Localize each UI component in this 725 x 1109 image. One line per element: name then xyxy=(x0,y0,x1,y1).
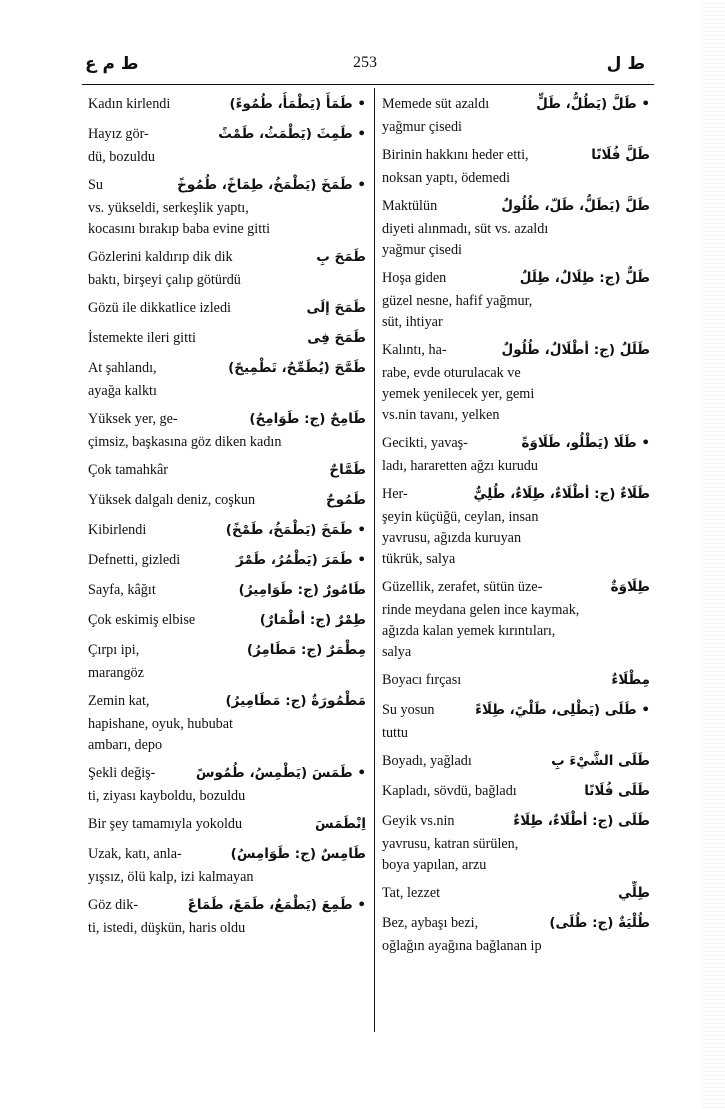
entry-headline xyxy=(88,689,366,714)
dictionary-entry xyxy=(88,296,366,326)
continuation-text: yışsız, ölü kalp, izi kalmayan xyxy=(88,869,254,885)
continuation-text: marangöz xyxy=(88,665,144,681)
header-root-right: ط ل xyxy=(606,54,645,74)
translation-text: Uzak, katı, anla- xyxy=(88,846,182,862)
translation-text: Güzellik, zerafet, sütün üze- xyxy=(382,579,543,595)
arabic-headword: طَمَحَ فِى xyxy=(307,330,366,346)
continuation-text: güzel nesne, hafif yağmur, xyxy=(382,293,533,309)
entry-headline xyxy=(88,893,366,918)
continuation-text: şeyin küçüğü, ceylan, insan xyxy=(382,509,539,525)
entry-headline xyxy=(88,812,366,837)
column-divider xyxy=(374,88,375,1032)
translation-text: Kadın kirlendi xyxy=(88,96,171,112)
dictionary-entry xyxy=(382,698,650,749)
page-header xyxy=(0,54,725,86)
entry-headline xyxy=(88,518,366,543)
entry-headline xyxy=(382,779,650,804)
entry-headline xyxy=(88,608,366,633)
arabic-headword: طَمَّاحٌ xyxy=(329,462,366,478)
dictionary-entry xyxy=(88,458,366,488)
dictionary-entry xyxy=(88,761,366,812)
dictionary-entry xyxy=(88,608,366,638)
dictionary-entry xyxy=(88,638,366,689)
entry-headline xyxy=(88,458,366,483)
arabic-headword: طَلَّ (يَطَلُّ، طَلّ، طُلُولٌ xyxy=(501,198,650,214)
continuation-text: dü, bozuldu xyxy=(88,149,155,165)
right-column xyxy=(382,92,650,1037)
translation-text: Memede süt azaldı xyxy=(382,96,490,112)
continuation-text: çimsiz, başkasına göz diken kadın xyxy=(88,434,282,450)
continuation-text: ladı, hararetten ağzı kurudu xyxy=(382,458,538,474)
entry-headline xyxy=(382,881,650,906)
arabic-headword: • طَمَخَ (يَطْمَخُ، طَمْخً) xyxy=(225,522,366,538)
arabic-headword: • طَلَّ (يَطُلُّ، طَلٍّ xyxy=(536,96,650,112)
translation-text: Kalıntı, ha- xyxy=(382,342,447,358)
continuation-text: salya xyxy=(382,644,412,660)
translation-text: Tat, lezzet xyxy=(382,885,441,901)
arabic-headword: • طَمَرَ (يَطْمُرُ، طَمْرً xyxy=(235,552,366,568)
translation-text: Bez, aybaşı bezi, xyxy=(382,915,479,931)
dictionary-entry xyxy=(382,92,650,143)
page-edge-shadow xyxy=(703,0,725,1109)
arabic-headword: طَلَلٌ (ج: أطْلَالٌ، طُلُولٌ xyxy=(501,342,650,358)
entry-headline xyxy=(88,296,366,321)
header-root-left: ط م ع xyxy=(85,54,139,74)
arabic-headword: طَمُوحٌ xyxy=(326,492,366,508)
arabic-headword: طَلٌّ (ج: طِلَالٌ، طِلَلٌ xyxy=(519,270,650,286)
dictionary-entry xyxy=(88,518,366,548)
dictionary-entry xyxy=(88,548,366,578)
translation-text: Yüksek yer, ge- xyxy=(88,411,178,427)
translation-text: Su xyxy=(88,177,103,193)
entry-headline xyxy=(88,842,366,867)
translation-text: Çok eskimiş elbise xyxy=(88,612,196,628)
arabic-headword: • طَمِعَ (يَطْمَعُ، طَمَعً، طَمَاعً xyxy=(187,897,366,913)
continuation-text: ambarı, depo xyxy=(88,737,163,753)
arabic-headword: طُلْيَةٌ (ج: طُلَى) xyxy=(549,915,650,931)
dictionary-entry xyxy=(88,689,366,761)
continuation-text: vs. yükseldi, serkeşlik yaptı, xyxy=(88,200,249,216)
dictionary-entry xyxy=(382,431,650,482)
arabic-headword: طَلَى الشَّيْءَ بِ xyxy=(551,753,650,769)
dictionary-entry xyxy=(88,173,366,245)
continuation-text: tuttu xyxy=(382,725,409,741)
translation-text: Göz dik- xyxy=(88,897,139,913)
dictionary-entry xyxy=(382,881,650,911)
translation-text: Maktülün xyxy=(382,198,438,214)
translation-text: Sayfa, kâğıt xyxy=(88,582,156,598)
translation-text: At şahlandı, xyxy=(88,360,157,376)
translation-text: Boyacı fırçası xyxy=(382,672,462,688)
translation-text: Yüksek dalgalı deniz, coşkun xyxy=(88,492,256,508)
continuation-text: hapishane, oyuk, hububat xyxy=(88,716,233,732)
translation-text: Geyik vs.nin xyxy=(382,813,455,829)
entry-headline xyxy=(382,92,650,117)
arabic-headword: طَامِحٌ (ج: طَوَامِحُ) xyxy=(249,411,366,427)
dictionary-entry xyxy=(382,779,650,809)
translation-text: Bir şey tamamıyla yokoldu xyxy=(88,816,243,832)
translation-text: Boyadı, yağladı xyxy=(382,753,472,769)
continuation-text: baktı, birşeyi çalıp götürdü xyxy=(88,272,241,288)
entry-headline xyxy=(88,326,366,351)
dictionary-entry xyxy=(382,911,650,962)
continuation-text: ti, istedi, düşkün, haris oldu xyxy=(88,920,246,936)
arabic-headword: طَمَّحَ (يُطَمِّحُ، تَطْمِيحً) xyxy=(228,360,366,376)
dictionary-entry xyxy=(88,122,366,173)
entry-headline xyxy=(382,668,650,693)
continuation-text: diyeti alınmadı, süt vs. azaldı xyxy=(382,221,549,237)
dictionary-entry xyxy=(382,194,650,266)
dictionary-entry xyxy=(382,575,650,668)
translation-text: Kibirlendi xyxy=(88,522,147,538)
dictionary-entry xyxy=(382,668,650,698)
translation-text: Şekli değiş- xyxy=(88,765,156,781)
translation-text: Çırpı ipi, xyxy=(88,642,140,658)
continuation-text: yavrusu, katran sürülen, xyxy=(382,836,519,852)
entry-headline xyxy=(382,698,650,723)
dictionary-entry xyxy=(88,578,366,608)
continuation-text: yemek yenilecek yer, gemi xyxy=(382,386,535,402)
arabic-headword: اِنْطَمَسَ xyxy=(315,816,366,832)
entry-headline xyxy=(88,122,366,147)
continuation-text: yavrusu, ağızda kuruyan xyxy=(382,530,522,546)
arabic-headword: • طَمِثَ (يَطْمَثُ، طَمْثً xyxy=(218,126,366,142)
translation-text: İstemekte ileri gitti xyxy=(88,330,196,346)
page-number: 253 xyxy=(353,54,377,71)
continuation-text: ayağa kalktı xyxy=(88,383,157,399)
arabic-headword: طَلَى (ج: أطْلَاءٌ، طِلَاءٌ xyxy=(513,813,650,829)
entry-headline xyxy=(88,638,366,663)
continuation-text: süt, ihtiyar xyxy=(382,314,443,330)
dictionary-entry xyxy=(88,356,366,407)
translation-text: Zemin kat, xyxy=(88,693,150,709)
entry-headline xyxy=(382,749,650,774)
translation-text: Kapladı, sövdü, bağladı xyxy=(382,783,517,799)
arabic-headword: طِمْرٌ (ج: أطْمَارٌ) xyxy=(259,612,366,628)
continuation-text: boya yapılan, arzu xyxy=(382,857,487,873)
continuation-text: kocasını bırakıp baba evine gitti xyxy=(88,221,271,237)
continuation-text: rabe, evde oturulacak ve xyxy=(382,365,521,381)
arabic-headword: طَمَحَ إلَى xyxy=(306,300,366,316)
continuation-text: oğlağın ayağına bağlanan ip xyxy=(382,938,542,954)
dictionary-entry xyxy=(88,893,366,944)
translation-text: Birinin hakkını heder etti, xyxy=(382,147,529,163)
continuation-text: ti, ziyası kayboldu, bozuldu xyxy=(88,788,246,804)
entry-headline xyxy=(88,488,366,513)
entry-headline xyxy=(88,761,366,786)
translation-text: Defnetti, gizledi xyxy=(88,552,181,568)
arabic-headword: • طَلَا (يَطْلُو، طَلَاوَةً xyxy=(521,435,650,451)
translation-text: Gecikti, yavaş- xyxy=(382,435,468,451)
dictionary-entry xyxy=(88,488,366,518)
continuation-text: noksan yaptı, ödemedi xyxy=(382,170,511,186)
translation-text: Gözlerini kaldırıp dik dik xyxy=(88,249,233,265)
translation-text: Hoşa giden xyxy=(382,270,447,286)
arabic-headword: • طَلَى (يَطْلِى، طَلْيً، طِلَاءً xyxy=(475,702,650,718)
arabic-headword: مِطْمَرٌ (ج: مَطَامِرُ) xyxy=(246,642,366,658)
dictionary-entry xyxy=(382,749,650,779)
entry-headline xyxy=(88,407,366,432)
left-column xyxy=(88,92,366,1037)
translation-text: Çok tamahkâr xyxy=(88,462,168,478)
continuation-text: vs.nin tavanı, yelken xyxy=(382,407,500,423)
translation-text: Hayız gör- xyxy=(88,126,149,142)
entry-headline xyxy=(382,911,650,936)
entry-headline xyxy=(382,431,650,456)
dictionary-entry xyxy=(382,143,650,194)
entry-headline xyxy=(88,245,366,270)
arabic-headword: طَمَحَ بِ xyxy=(316,249,366,265)
arabic-headword: • طَمَسَ (يَطْمِسُ، طُمُوسً xyxy=(195,765,366,781)
entry-headline xyxy=(88,92,366,117)
dictionary-entry xyxy=(382,482,650,575)
arabic-headword: طِلِّي xyxy=(618,885,650,901)
entry-headline xyxy=(382,575,650,600)
entry-headline xyxy=(382,482,650,507)
arabic-headword: • طَمَأَ (يَطْمَأُ، طُمُوءً) xyxy=(229,96,366,112)
arabic-headword: طَلَاءٌ (ج: أطْلَاءٌ، طِلَاءٌ، طُلِيٌّ xyxy=(473,486,650,502)
entry-headline xyxy=(382,143,650,168)
arabic-headword: طَامُورٌ (ج: طَوَامِيرُ) xyxy=(238,582,366,598)
entry-headline xyxy=(382,194,650,219)
dictionary-entry xyxy=(88,407,366,458)
dictionary-entry xyxy=(88,812,366,842)
dictionary-entry xyxy=(88,326,366,356)
dictionary-entry xyxy=(88,842,366,893)
dictionary-entry xyxy=(382,338,650,431)
continuation-text: rinde meydana gelen ince kaymak, xyxy=(382,602,580,618)
translation-text: Gözü ile dikkatlice izledi xyxy=(88,300,232,316)
arabic-headword: طَامِسٌ (ج: طَوَامِسُ) xyxy=(230,846,366,862)
continuation-text: yağmur çisedi xyxy=(382,242,462,258)
dictionary-entry xyxy=(382,266,650,338)
arabic-headword: مَطْمُورَةٌ (ج: مَطَامِيرُ) xyxy=(225,693,366,709)
arabic-headword: طَلَّ فُلَانًا xyxy=(591,147,650,163)
continuation-text: yağmur çisedi xyxy=(382,119,462,135)
arabic-headword: طِلَاوَةٌ xyxy=(610,579,650,595)
dictionary-entry xyxy=(382,809,650,881)
continuation-text: ağızda kalan yemek kırıntıları, xyxy=(382,623,556,639)
dictionary-entry xyxy=(88,245,366,296)
entry-headline xyxy=(88,356,366,381)
entry-headline xyxy=(382,809,650,834)
entry-headline xyxy=(88,578,366,603)
translation-text: Her- xyxy=(382,486,408,502)
entry-headline xyxy=(382,266,650,291)
arabic-headword: • طَمَخَ (يَطْمَخُ، طِمَاخً، طُمُوخً xyxy=(177,177,366,193)
arabic-headword: طَلَى فُلَانًا xyxy=(584,783,650,799)
header-rule xyxy=(82,84,654,85)
arabic-headword: مِطْلَاءٌ xyxy=(611,672,650,688)
continuation-text: tükrük, salya xyxy=(382,551,456,567)
dictionary-entry xyxy=(88,92,366,122)
entry-headline xyxy=(382,338,650,363)
translation-text: Su yosun xyxy=(382,702,435,718)
entry-headline xyxy=(88,173,366,198)
entry-headline xyxy=(88,548,366,573)
